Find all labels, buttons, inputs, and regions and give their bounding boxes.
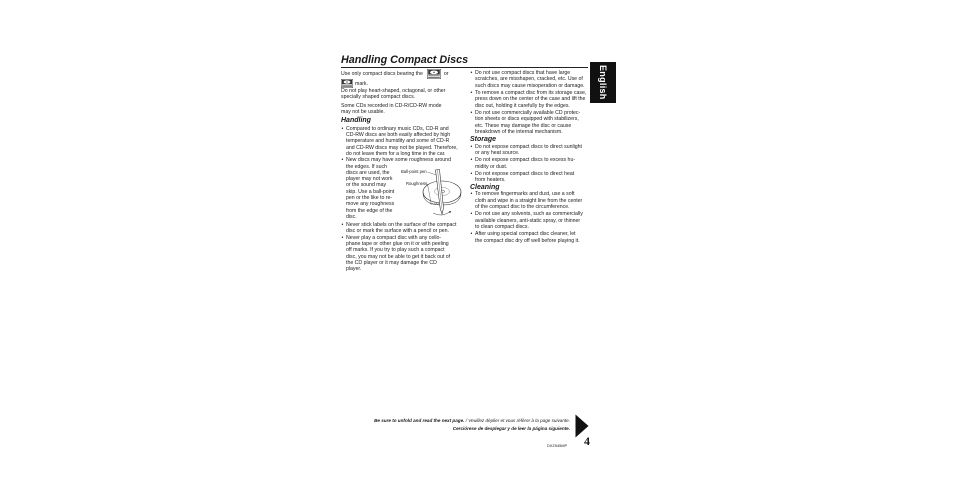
handling-bullet-1 bbox=[341, 126, 459, 157]
text-line: • New discs may have some roughness around bbox=[346, 157, 451, 164]
general-bullet-1 bbox=[470, 70, 588, 90]
page-title: Handling Compact Discs bbox=[341, 54, 469, 66]
text-line: scratches, are misshapen, cracked, etc. Use of bbox=[475, 76, 583, 83]
text-line: move any roughness bbox=[346, 201, 395, 208]
text-line: disc, you may not be able to get it back out of bbox=[346, 253, 451, 260]
storage-heading: Storage bbox=[470, 136, 497, 144]
text-line: and CD-RW discs may not be played. Therefore, bbox=[346, 144, 458, 151]
text-line: disc out, holding it carefully by the edges. bbox=[475, 102, 570, 109]
text-line: disc. bbox=[346, 213, 357, 220]
text-line: • Do not expose compact discs to direct sunlight bbox=[475, 143, 582, 150]
compact-disc-text-logo-icon bbox=[341, 79, 353, 88]
text-line: cloth and wipe in a straight line from the center bbox=[475, 197, 583, 204]
cleaning-bullet-2 bbox=[470, 211, 588, 231]
figure-label-roughness: Roughness bbox=[406, 180, 428, 186]
text-line: disc or mark the surface with a pencil or pen. bbox=[346, 228, 449, 235]
text-line: the edges. If such bbox=[346, 163, 387, 170]
text-line: pen or the like to re- bbox=[346, 195, 393, 202]
text-line: such discs may cause misoperation or damage. bbox=[475, 82, 585, 89]
text-line: Some CDs recorded in CD-R/CD-RW mode bbox=[341, 102, 442, 109]
text-line: Do not play heart-shaped, octagonal, or other bbox=[341, 88, 446, 94]
storage-bullet-1 bbox=[470, 144, 588, 157]
page-number: 4 bbox=[584, 434, 590, 448]
text-line: • Compared to ordinary music CDs, CD-R and bbox=[346, 125, 449, 132]
text-line: the CD player or it may damage the CD bbox=[346, 259, 437, 266]
intro-line-1 bbox=[341, 69, 459, 79]
text-line: breakdown of the internal mechanism. bbox=[475, 129, 563, 136]
text-line: midity or dust. bbox=[475, 163, 508, 170]
text-line: • Do not use any solvents, such as commercially bbox=[475, 211, 583, 218]
text-line: temperature and humidity and some of CD-R bbox=[346, 138, 450, 145]
compact-disc-digital-audio-logo-icon bbox=[427, 69, 441, 79]
general-bullet-2 bbox=[470, 90, 588, 110]
right-column bbox=[470, 70, 588, 245]
unfold-notice-english: Be sure to unfold and read the next page. bbox=[374, 418, 465, 424]
text-line: do not leave them for a long time in the car. bbox=[346, 150, 446, 157]
text-line: from heaters. bbox=[475, 177, 506, 184]
handling-heading: Handling bbox=[341, 117, 371, 125]
text-line: tion sheets or discs equipped with stabilizers, bbox=[475, 116, 579, 123]
cleaning-heading: Cleaning bbox=[470, 183, 500, 191]
model-number: DXZ545MP bbox=[547, 443, 568, 448]
text-line: may not be usable. bbox=[341, 109, 385, 116]
intro-paragraph-shapes bbox=[341, 88, 459, 101]
text-line: player. bbox=[346, 266, 362, 273]
text-line: player may not work bbox=[346, 176, 393, 183]
intro-text-1: Use only compact discs bearing the bbox=[341, 71, 423, 77]
intro-text-or: or bbox=[443, 71, 449, 77]
unfold-notice-french: / Veuillez déplier et vous référer à la page suivante. bbox=[465, 418, 570, 424]
text-line: specially shaped compact discs. bbox=[341, 94, 416, 101]
storage-bullet-2 bbox=[470, 157, 588, 170]
figure-label-ball-point-pen: Ball-point pen bbox=[401, 168, 427, 174]
text-line: • To remove fingermarks and dust, use a soft bbox=[475, 191, 575, 198]
unfold-notice-spanish: Cerciórese de desplegar y de leer la página siguiente. bbox=[452, 425, 570, 431]
intro-text-mark: mark. bbox=[355, 80, 368, 87]
text-line: from the edge of the bbox=[346, 207, 393, 214]
disc-edge-cleaning-illustration bbox=[400, 168, 464, 220]
title-underline-rule bbox=[341, 67, 588, 68]
text-line: • Never play a compact disc with any cello- bbox=[346, 234, 442, 241]
text-line: • Do not use compact discs that have large bbox=[475, 69, 571, 76]
text-line: skip. Use a ball-point bbox=[346, 188, 395, 195]
language-tab bbox=[590, 62, 616, 103]
handling-bullet-4 bbox=[341, 235, 459, 273]
text-line: • Do not use commercially available CD protec- bbox=[475, 109, 581, 116]
motion-arrow-head bbox=[449, 211, 451, 213]
intro-line-2 bbox=[341, 79, 459, 88]
text-line: • Do not expose compact discs to direct heat bbox=[475, 170, 575, 177]
text-line: the compact disc dry off well before playing it. bbox=[475, 237, 580, 244]
text-line: • After using special compact disc cleaner, let bbox=[475, 231, 576, 238]
text-line: discs are used, the bbox=[346, 169, 390, 176]
text-line: press down on the center of the case and lift the bbox=[475, 96, 586, 103]
intro-paragraph-cdr bbox=[341, 103, 459, 116]
text-line: to clean compact discs. bbox=[475, 224, 529, 231]
general-bullet-3 bbox=[470, 110, 588, 136]
text-line: phane tape or other glue on it or with peeling bbox=[346, 241, 449, 247]
text-line: • Do not expose compact discs to excess hu- bbox=[475, 157, 576, 164]
text-line: CD-RW discs are both easily affected by high bbox=[346, 132, 451, 139]
cleaning-bullet-1 bbox=[470, 191, 588, 211]
text-line: etc. These may damage the disc or cause bbox=[475, 122, 572, 129]
unfold-notice-line-1 bbox=[340, 417, 570, 425]
text-line: off marks. If you try to play such a compact bbox=[346, 247, 445, 254]
cleaning-bullet-3 bbox=[470, 231, 588, 244]
handling-bullet-3 bbox=[341, 222, 459, 235]
text-line: • Never stick labels on the surface of the compact bbox=[346, 221, 457, 228]
text-line: or any heat source. bbox=[475, 150, 520, 157]
pen-leader-line bbox=[428, 172, 437, 175]
text-line: of the compact disc to the circumference. bbox=[475, 204, 570, 211]
text-line: available cleaners, anti-static spray, or thinner bbox=[475, 217, 581, 224]
text-line: • To remove a compact disc from its storage case, bbox=[475, 89, 587, 96]
storage-bullet-3 bbox=[470, 171, 588, 184]
text-line: or the sound may bbox=[346, 182, 387, 189]
language-tab-label: English bbox=[598, 65, 608, 100]
